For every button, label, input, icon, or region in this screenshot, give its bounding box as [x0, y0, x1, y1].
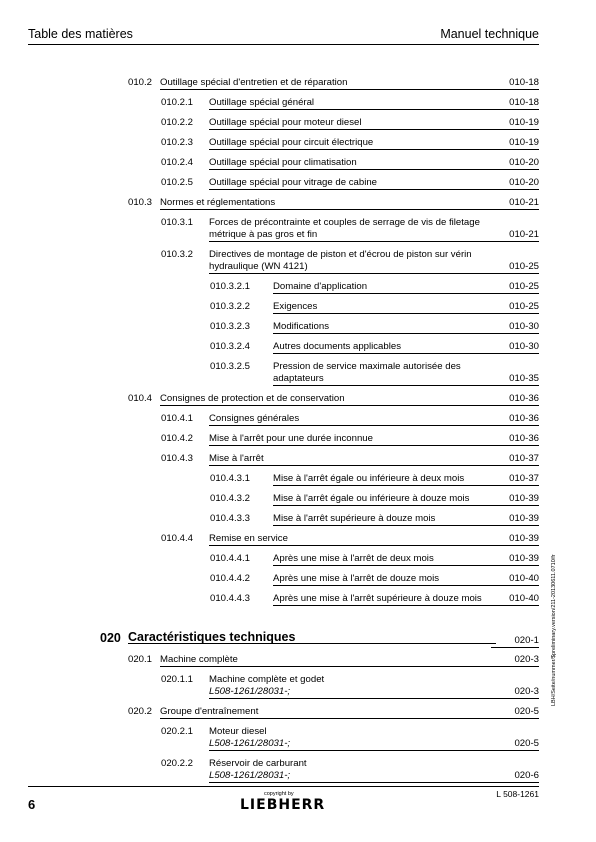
toc-entry-number: 010.4.4.2: [210, 573, 251, 584]
toc-entry-title-line: Outillage spécial d'entretien et de réparation: [160, 77, 348, 88]
toc-entry-number: 010.3: [128, 197, 153, 208]
toc-entry-title[interactable]: [273, 553, 496, 566]
toc-entry-number: 010.4: [128, 393, 153, 404]
toc-entry-title-line: Consignes générales: [209, 413, 300, 424]
toc-entry-title[interactable]: [160, 393, 496, 406]
toc-entry-title-line: Modifications: [273, 321, 329, 332]
toc-entry-page[interactable]: 010-37: [491, 473, 539, 486]
toc-entry-title-line: Outillage spécial pour circuit électrique: [209, 137, 374, 148]
toc-entry-title[interactable]: [273, 473, 496, 486]
toc-entry-title-line: Pression de service maximale autorisée des: [273, 361, 461, 372]
toc-entry-page[interactable]: 010-19: [491, 137, 539, 150]
toc-entry-page[interactable]: 020-3: [491, 686, 539, 699]
toc-entry-title-line: Remise en service: [209, 533, 288, 544]
toc-entry-title[interactable]: [273, 321, 496, 334]
toc-entry-number: 010.4.4: [161, 533, 194, 544]
toc-entry-title-line: Groupe d'entraînement: [160, 706, 259, 717]
toc-entry-number: 010.4.3: [161, 453, 194, 464]
toc-entry-number: 010.2.1: [161, 97, 194, 108]
toc-entry-title-line: Après une mise à l'arrêt de deux mois: [273, 553, 434, 564]
toc-entry-title[interactable]: [209, 433, 496, 446]
toc-entry-number: 010.4.2: [161, 433, 194, 444]
toc-entry-title-line: Après une mise à l'arrêt supérieure à douze mois: [273, 593, 482, 604]
side-reference-text: LBH/Seite/nummer/$preliminary.version/211-20130611.0710/fr: [551, 554, 557, 706]
toc-entry-page[interactable]: 010-18: [491, 97, 539, 110]
toc-entry-number: 010.3.1: [161, 217, 194, 228]
toc-entry-title-line: Normes et réglementations: [160, 197, 276, 208]
toc-entry-page[interactable]: 010-25: [491, 281, 539, 294]
toc-entry-title-line: Outillage spécial général: [209, 97, 315, 108]
toc-entry-title[interactable]: [273, 573, 496, 586]
toc-entry-title[interactable]: [209, 97, 496, 110]
toc-entry-page[interactable]: 010-18: [491, 77, 539, 90]
toc-entry-title-line: métrique à pas gros et fin: [209, 229, 318, 240]
toc-entry-title-line: Directives de montage de piston et d'écrou de piston sur vérin: [209, 249, 472, 260]
toc-entry-title-line: Exigences: [273, 301, 318, 312]
toc-entry-title-line: Autres documents applicables: [273, 341, 401, 352]
toc-entry-title-line: Réservoir de carburant: [209, 758, 307, 769]
toc-entry-number: 010.3.2.3: [210, 321, 251, 332]
header-rule: [28, 44, 539, 45]
toc-entry-number: 020.1: [128, 654, 153, 665]
toc-entry-title-line: Outillage spécial pour vitrage de cabine: [209, 177, 377, 188]
toc-entry-title[interactable]: [160, 77, 496, 90]
toc-entry-title-line: Après une mise à l'arrêt de douze mois: [273, 573, 440, 584]
toc-entry-number: 020: [100, 631, 121, 645]
toc-entry-page[interactable]: 010-36: [491, 433, 539, 446]
toc-entry-title-line: Machine complète et godet: [209, 674, 325, 685]
toc-entry-number: 020.1.1: [161, 674, 194, 685]
toc-entry-page[interactable]: 020-1: [491, 635, 539, 648]
toc-entry-page[interactable]: 010-37: [491, 453, 539, 466]
toc-entry-number: 010.3.2.4: [210, 341, 251, 352]
toc-entry-number: 010.2: [128, 77, 153, 88]
toc-entry-number: 010.2.5: [161, 177, 194, 188]
toc-entry-page[interactable]: 010-30: [491, 341, 539, 354]
copyright-text: copyright by: [264, 791, 294, 797]
toc-entry-title-line: Outillage spécial pour moteur diesel: [209, 117, 362, 128]
toc-entry-title-line: Moteur diesel: [209, 726, 267, 737]
toc-entry-number: 010.2.3: [161, 137, 194, 148]
toc-entry-title[interactable]: [273, 493, 496, 506]
toc-entry-page[interactable]: 010-40: [491, 573, 539, 586]
toc-entry-title-line: Mise à l'arrêt: [209, 453, 264, 464]
toc-entry-number: 010.3.2.5: [210, 361, 251, 372]
toc-entry-page[interactable]: 010-25: [491, 301, 539, 314]
toc-entry-page[interactable]: 010-20: [491, 177, 539, 190]
toc-entry-title[interactable]: [273, 341, 496, 354]
toc-entry-model-ref: L508-1261/28031-;: [209, 686, 291, 697]
toc-entry-title[interactable]: [209, 249, 496, 274]
toc-entry-number: 010.2.4: [161, 157, 194, 168]
toc-entry-number: 010.2.2: [161, 117, 194, 128]
footer-rule: [28, 786, 539, 787]
toc-entry-title-line: Machine complète: [160, 654, 238, 665]
toc-entry-page[interactable]: 010-36: [491, 393, 539, 406]
page-number: 6: [28, 797, 36, 812]
toc-entry-title[interactable]: [209, 177, 496, 190]
doc-reference: L 508-1261: [496, 789, 539, 799]
toc-entry-title[interactable]: [273, 301, 496, 314]
toc-entry-title-line: Consignes de protection et de conservation: [160, 393, 345, 404]
toc-entry-page[interactable]: 010-21: [491, 197, 539, 210]
toc-entry-number: 010.4.1: [161, 413, 194, 424]
toc-entry-title[interactable]: [209, 533, 496, 546]
toc-entry-title[interactable]: [273, 361, 496, 386]
toc-entry-title[interactable]: [273, 281, 496, 294]
toc-entry-page[interactable]: 010-21: [491, 229, 539, 242]
toc-entry-title-line: Mise à l'arrêt pour une durée inconnue: [209, 433, 373, 444]
toc-entry-title[interactable]: [209, 674, 496, 699]
toc-entry-title[interactable]: [209, 157, 496, 170]
toc-entry-page[interactable]: 010-36: [491, 413, 539, 426]
liebherr-logo: LIEBHERR: [240, 797, 326, 813]
toc-entry-number: 010.4.4.1: [210, 553, 251, 564]
toc-entry-page[interactable]: 010-40: [491, 593, 539, 606]
toc-entry-title[interactable]: [209, 413, 496, 426]
toc-entry-title[interactable]: [209, 117, 496, 130]
toc-entry-number: 010.3.2.1: [210, 281, 251, 292]
toc-entry-title-line: Mise à l'arrêt égale ou inférieure à deux mois: [273, 473, 465, 484]
toc-entry-page[interactable]: 010-39: [491, 513, 539, 526]
header-left: Table des matières: [28, 27, 133, 41]
toc-entry-title[interactable]: [128, 631, 496, 644]
toc-entry-page[interactable]: 010-19: [491, 117, 539, 130]
toc-entry-page[interactable]: 010-39: [491, 553, 539, 566]
toc-entry-title[interactable]: [273, 513, 496, 526]
toc-entry-page[interactable]: 020-5: [491, 738, 539, 751]
toc-entry-number: 010.3.2.2: [210, 301, 251, 312]
toc-entry-number: 010.4.3.3: [210, 513, 251, 524]
toc-entry-title-line: Mise à l'arrêt égale ou inférieure à douze mois: [273, 493, 470, 504]
toc-entry-model-ref: L508-1261/28031-;: [209, 770, 291, 781]
toc-entry-number: 010.4.3.1: [210, 473, 251, 484]
toc-entry-title[interactable]: [209, 726, 496, 751]
toc-entry-number: 020.2: [128, 706, 153, 717]
toc-entry-title-line: Outillage spécial pour climatisation: [209, 157, 357, 168]
toc-entry-title-line: adaptateurs: [273, 373, 324, 384]
toc-entry-page[interactable]: 010-39: [491, 533, 539, 546]
toc-entry-title[interactable]: [209, 453, 496, 466]
toc-entry-title-line: Domaine d'application: [273, 281, 368, 292]
toc-entry-title[interactable]: [209, 217, 496, 242]
toc-entry-page[interactable]: 020-6: [491, 770, 539, 783]
toc-entry-title[interactable]: [209, 758, 496, 783]
toc-entry-page[interactable]: 010-39: [491, 493, 539, 506]
toc-entry-page[interactable]: 020-3: [491, 654, 539, 667]
header-right: Manuel technique: [440, 27, 539, 41]
toc-entry-title-line: Forces de précontrainte et couples de serrage de vis de filetage: [209, 217, 480, 228]
toc-entry-number: 010.4.4.3: [210, 593, 251, 604]
toc-entry-number: 010.3.2: [161, 249, 194, 260]
toc-entry-page[interactable]: 010-25: [491, 261, 539, 274]
toc-entry-number: 020.2.1: [161, 726, 194, 737]
toc-entry-page[interactable]: 010-20: [491, 157, 539, 170]
toc-entry-page[interactable]: 010-35: [491, 373, 539, 386]
toc-entry-title[interactable]: [160, 197, 496, 210]
toc-entry-title[interactable]: [160, 654, 496, 667]
toc-entry-page[interactable]: 010-30: [491, 321, 539, 334]
toc-entry-title-line: Mise à l'arrêt supérieure à douze mois: [273, 513, 436, 524]
toc-entry-number: 010.4.3.2: [210, 493, 251, 504]
toc-entry-model-ref: L508-1261/28031-;: [209, 738, 291, 749]
toc-entry-title-line: Caractéristiques techniques: [128, 630, 296, 644]
toc-entry-number: 020.2.2: [161, 758, 194, 769]
toc-entry-page[interactable]: 020-5: [491, 706, 539, 719]
toc-entry-title[interactable]: [273, 593, 496, 606]
toc-entry-title-line: hydraulique (WN 4121): [209, 261, 308, 272]
toc-entry-title[interactable]: [209, 137, 496, 150]
toc-entry-title[interactable]: [160, 706, 496, 719]
